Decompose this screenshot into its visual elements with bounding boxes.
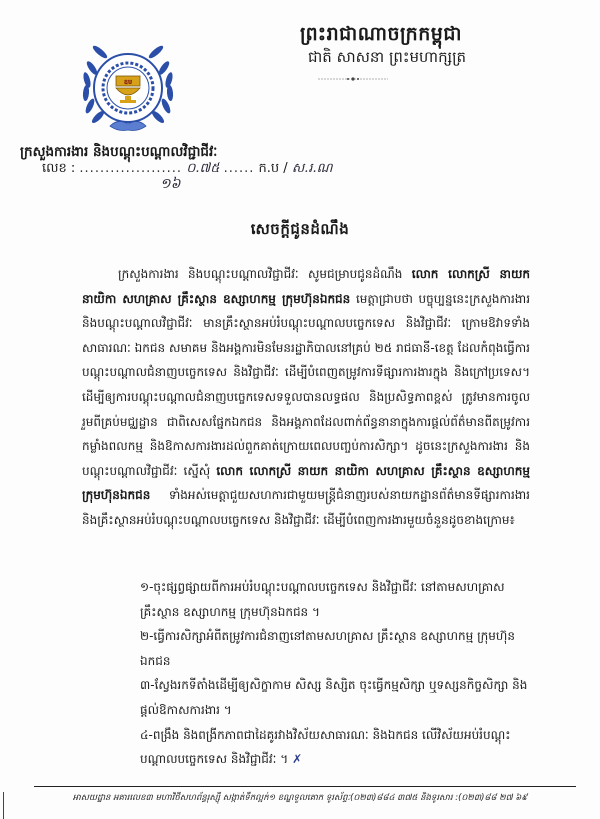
national-motto: ជាតិ សាសនា ព្រះមហាក្សត្រ <box>308 48 467 66</box>
list-item: ២-ធ្វើការសិក្សាអំពីតម្រូវការជំនាញនៅតាមសហគ្រាស គ្រឹះស្ថាន ឧស្សាហកម្ម ក្រុមហ៊ុនឯកជន <box>140 629 515 668</box>
list-item <box>140 723 530 772</box>
reference-number: ០.៧៥ <box>186 161 220 176</box>
reference-dots: .................... <box>79 161 183 176</box>
task-list <box>140 575 530 772</box>
svg-text:ឧម: ឧម <box>123 78 133 86</box>
reference-suffix: ស.រ.ណ <box>291 161 333 176</box>
handwritten-mark-icon: ✗ <box>292 752 303 767</box>
reference-day: ១៦ <box>160 176 181 192</box>
addressee-second: លោក លោកស្រី នាយក នាយិកា សហគ្រាស គ្រឹះស្ថាន ឧស្សាហកម្ម ក្រុមហ៊ុនឯកជន <box>82 463 530 503</box>
reference-mid-dots: ...... <box>223 161 255 176</box>
list-item: ១-ចុះផ្សព្វផ្សាយពីការអប់រំបណ្តុះបណ្តាលបច្ចេកទេស និងវិជ្ជាជីវៈ នៅតាមសហគ្រាស គ្រឹះស្ថាន ឧស្សាហកម្ម ក្រុមហ៊ុនឯកជន ។ <box>140 580 505 619</box>
paragraph-intro: ក្រសួងការងារ និងបណ្តុះបណ្តាលវិជ្ជាជីវៈ សូមជម្រាបជូនដំណឹង <box>118 267 412 281</box>
body-paragraph <box>82 262 530 533</box>
footer-address: អាសយដ្ឋាន អគារលេខ៣ មហាវិថីសហព័ន្ធរុស្ស៊ី សង្កាត់ទឹកល្អក់១ ខណ្ឌទួលគោក ទូរស័ព្ទៈ(០២៣)៨៨៤ ៣៧៥ និងទូរសារ :(០២៣)៨៨ ២៧ ៦៩ <box>72 793 528 803</box>
reference-number-line: លេខ : .................... ០.៧៥ ...... ក.ប / ស.រ.ណ <box>42 161 333 176</box>
list-item-text: ៤-ពង្រឹង និងពង្រីកភាពជាដៃគូរវាងវិស័យសាធារណៈ និងឯកជន លើវិស័យអប់រំបណ្តុះបណ្តាលបច្ចេកទេស និងវិជ្ជាជីវៈ ។ <box>140 727 511 767</box>
divider-ornament-icon <box>318 76 388 82</box>
ministry-name: ក្រសួងការងារ និងបណ្តុះបណ្តាលវិជ្ជាជីវៈ <box>20 144 218 160</box>
list-item: ៣-ស្វែងរកទីតាំងដើម្បីឲ្យសិក្ខាកាម សិស្ស និស្សិត ចុះធ្វើកម្មសិក្សា ឬទស្សនកិច្ចសិក្សា និងផ្តល់ឱកាសការងារ ។ <box>140 678 528 717</box>
document-title: សេចក្តីជូនដំណឹង <box>250 220 350 238</box>
paragraph-middle: មេត្តាជ្រាបថា បច្ចុប្បន្ននេះក្រសួងការងារ និងបណ្តុះបណ្តាលវិជ្ជាជីវៈ មានគ្រឹះស្ថានអប់រំបណ្តុះបណ្តាលបច្ចេកទេស និងវិជ្ជាជីវៈ ក្រោមឱវាទទាំងសាធារណៈ ឯកជន សមាគម និងអង្គការមិនមែនរដ្ឋាភិបាលនៅគ្រប់ ២៥ រាជធានី-ខេត្ត ដែលកំពុងធ្វើការបណ្តុះបណ្តាលជំនាញបច្ចេកទេស និងវិជ្ជាជីវៈ ដើម្បីបំពេញតម្រូវការទីផ្សារការងារក្នុង និងក្រៅប្រទេស។ ដើម្បីឲ្យការបណ្តុះបណ្តាលជំនាញបច្ចេកទេសទទួលបានលទ្ធផល និងប្រសិទ្ធភាពខ្ពស់ ត្រូវមានការចូលរួមពីគ្រប់មជ្ឈដ្ឋាន ជាពិសេសផ្នែកឯកជន និងអង្គភាពដែលពាក់ព័ន្ធនានាក្នុងការផ្តល់ព័ត៌មានពីតម្រូវការកម្លាំងពលកម្ម និងឱកាសការងារដល់ពួកគាត់ក្រោយពេលបញ្ចប់ការសិក្សា។ ដូចនេះក្រសួងការងារ និងបណ្តុះបណ្តាលវិជ្ជាជីវៈ ស្នើសុំ <box>82 291 531 478</box>
addressee-first: លោក លោកស្រី នាយក នាយិកា សហគ្រាស គ្រឹះស្ថាន ឧស្សាហកម្ម ក្រុមហ៊ុនឯកជន <box>82 267 530 306</box>
footer-divider <box>34 786 576 787</box>
reference-label: លេខ : <box>42 161 76 176</box>
kingdom-header <box>300 22 560 68</box>
reference-code: ក.ប <box>258 161 280 176</box>
kingdom-title: ព្រះរាជាណាចក្រកម្ពុជា <box>300 23 462 45</box>
scan-edge-mark <box>3 792 4 819</box>
ministry-logo-icon <box>78 38 178 138</box>
paragraph-end: ទាំងអស់មេត្តាជួយសហការជាមួយមន្ត្រីជំនាញរបស់នាយកដ្ឋានព័ត៌មានទីផ្សារការងារ និងគ្រឹះស្ថានអប់រំបណ្តុះបណ្តាលបច្ចេកទេស និងវិជ្ជាជីវៈ ដើម្បីបំពេញការងារមួយចំនួនដូចខាងក្រោម៖ <box>82 488 530 527</box>
